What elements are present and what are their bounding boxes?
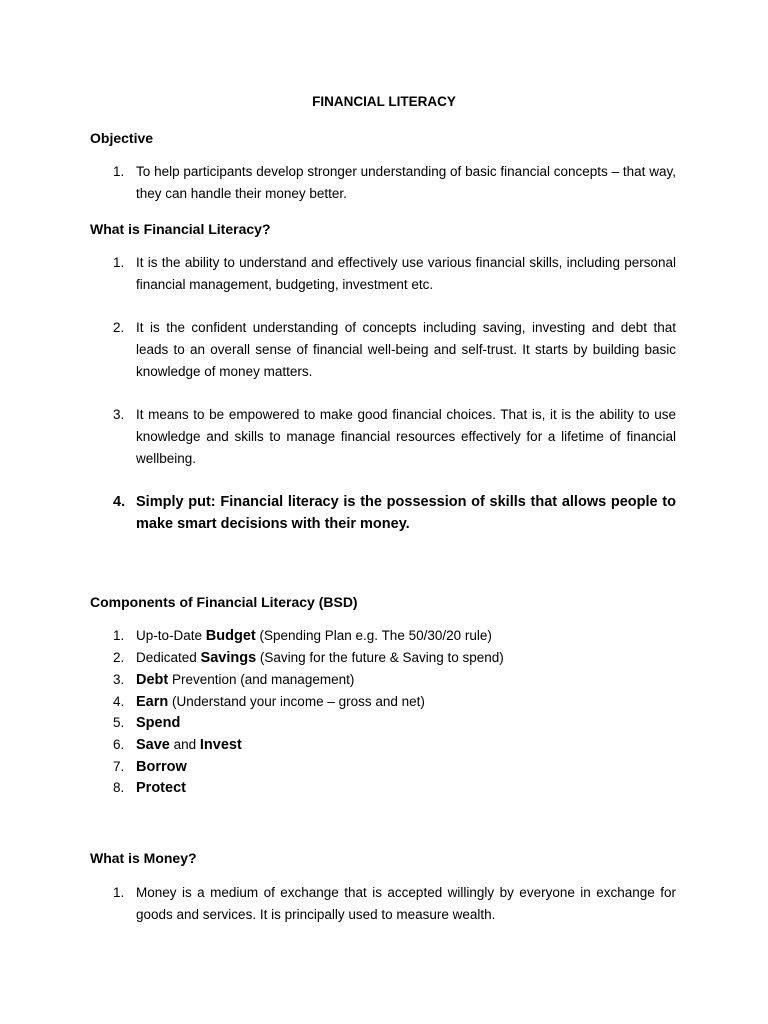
definition-item [90, 317, 676, 383]
list-number: 8. [113, 780, 125, 795]
definition-summary-item [90, 491, 676, 535]
component-connector: and [169, 737, 200, 752]
list-text: It is the confident understanding of concepts including saving, investing and debt that leads to an overall sense of financial well-being and self-trust. It starts by building basic knowledge of money matters. [136, 320, 676, 379]
component-item [90, 756, 676, 779]
list-number: 2. [113, 650, 125, 665]
list-number: 2. [113, 320, 125, 335]
component-item [90, 734, 676, 757]
list-text: It is the ability to understand and effectively use various financial skills, including personal financial management, budgeting, investment etc. [136, 255, 676, 292]
list-text: To help participants develop stronger understanding of basic financial concepts – that way, they can handle their money better. [136, 164, 676, 201]
component-item [90, 625, 676, 648]
list-number: 1. [113, 885, 125, 900]
component-keyword: Savings [200, 650, 257, 666]
list-number: 1. [113, 255, 125, 270]
money-item [90, 882, 676, 926]
component-keyword: Invest [199, 737, 242, 753]
component-keyword: Protect [136, 780, 186, 796]
list-number: 3. [113, 407, 125, 422]
component-item [90, 777, 676, 800]
component-prefix: Up-to-Date [136, 628, 206, 643]
component-suffix: (Spending Plan e.g. The 50/30/20 rule) [255, 628, 492, 643]
document-title: FINANCIAL LITERACY [312, 94, 456, 109]
component-item [90, 647, 676, 670]
component-keyword: Budget [205, 628, 256, 644]
list-number: 4. [113, 494, 126, 510]
component-keyword: Borrow [136, 759, 187, 775]
component-item [90, 669, 676, 692]
list-number: 3. [113, 672, 125, 687]
component-keyword: Save [136, 737, 170, 753]
component-keyword: Earn [136, 694, 169, 710]
list-number: 5. [113, 715, 125, 730]
list-text: Money is a medium of exchange that is accepted willingly by everyone in exchange for goods and services. It is principally used to measure wealth. [136, 885, 676, 922]
objective-item [90, 161, 676, 205]
component-keyword: Debt [136, 672, 169, 688]
what-is-heading: What is Financial Literacy? [90, 221, 271, 237]
components-heading: Components of Financial Literacy (BSD) [90, 594, 358, 610]
list-text: Simply put: Financial literacy is the possession of skills that allows people to make smart decisions with their money. [136, 494, 676, 532]
list-number: 1. [113, 628, 125, 643]
component-keyword: Spend [136, 715, 181, 731]
list-number: 4. [113, 694, 125, 709]
component-item [90, 691, 676, 714]
component-prefix: Dedicated [136, 650, 201, 665]
component-suffix: (Saving for the future & Saving to spend) [256, 650, 504, 665]
component-item [90, 712, 676, 735]
list-number: 6. [113, 737, 125, 752]
list-number: 7. [113, 759, 125, 774]
component-suffix: (Understand your income – gross and net) [168, 694, 425, 709]
definition-item [90, 404, 676, 470]
objective-heading: Objective [90, 130, 154, 146]
component-suffix: Prevention (and management) [168, 672, 355, 687]
list-number: 1. [113, 164, 125, 179]
list-text: It means to be empowered to make good financial choices. That is, it is the ability to use knowledge and skills to manage financial resources effectively for a lifetime of financial wellbeing. [136, 407, 676, 466]
definition-item [90, 252, 676, 296]
money-heading: What is Money? [90, 850, 197, 866]
